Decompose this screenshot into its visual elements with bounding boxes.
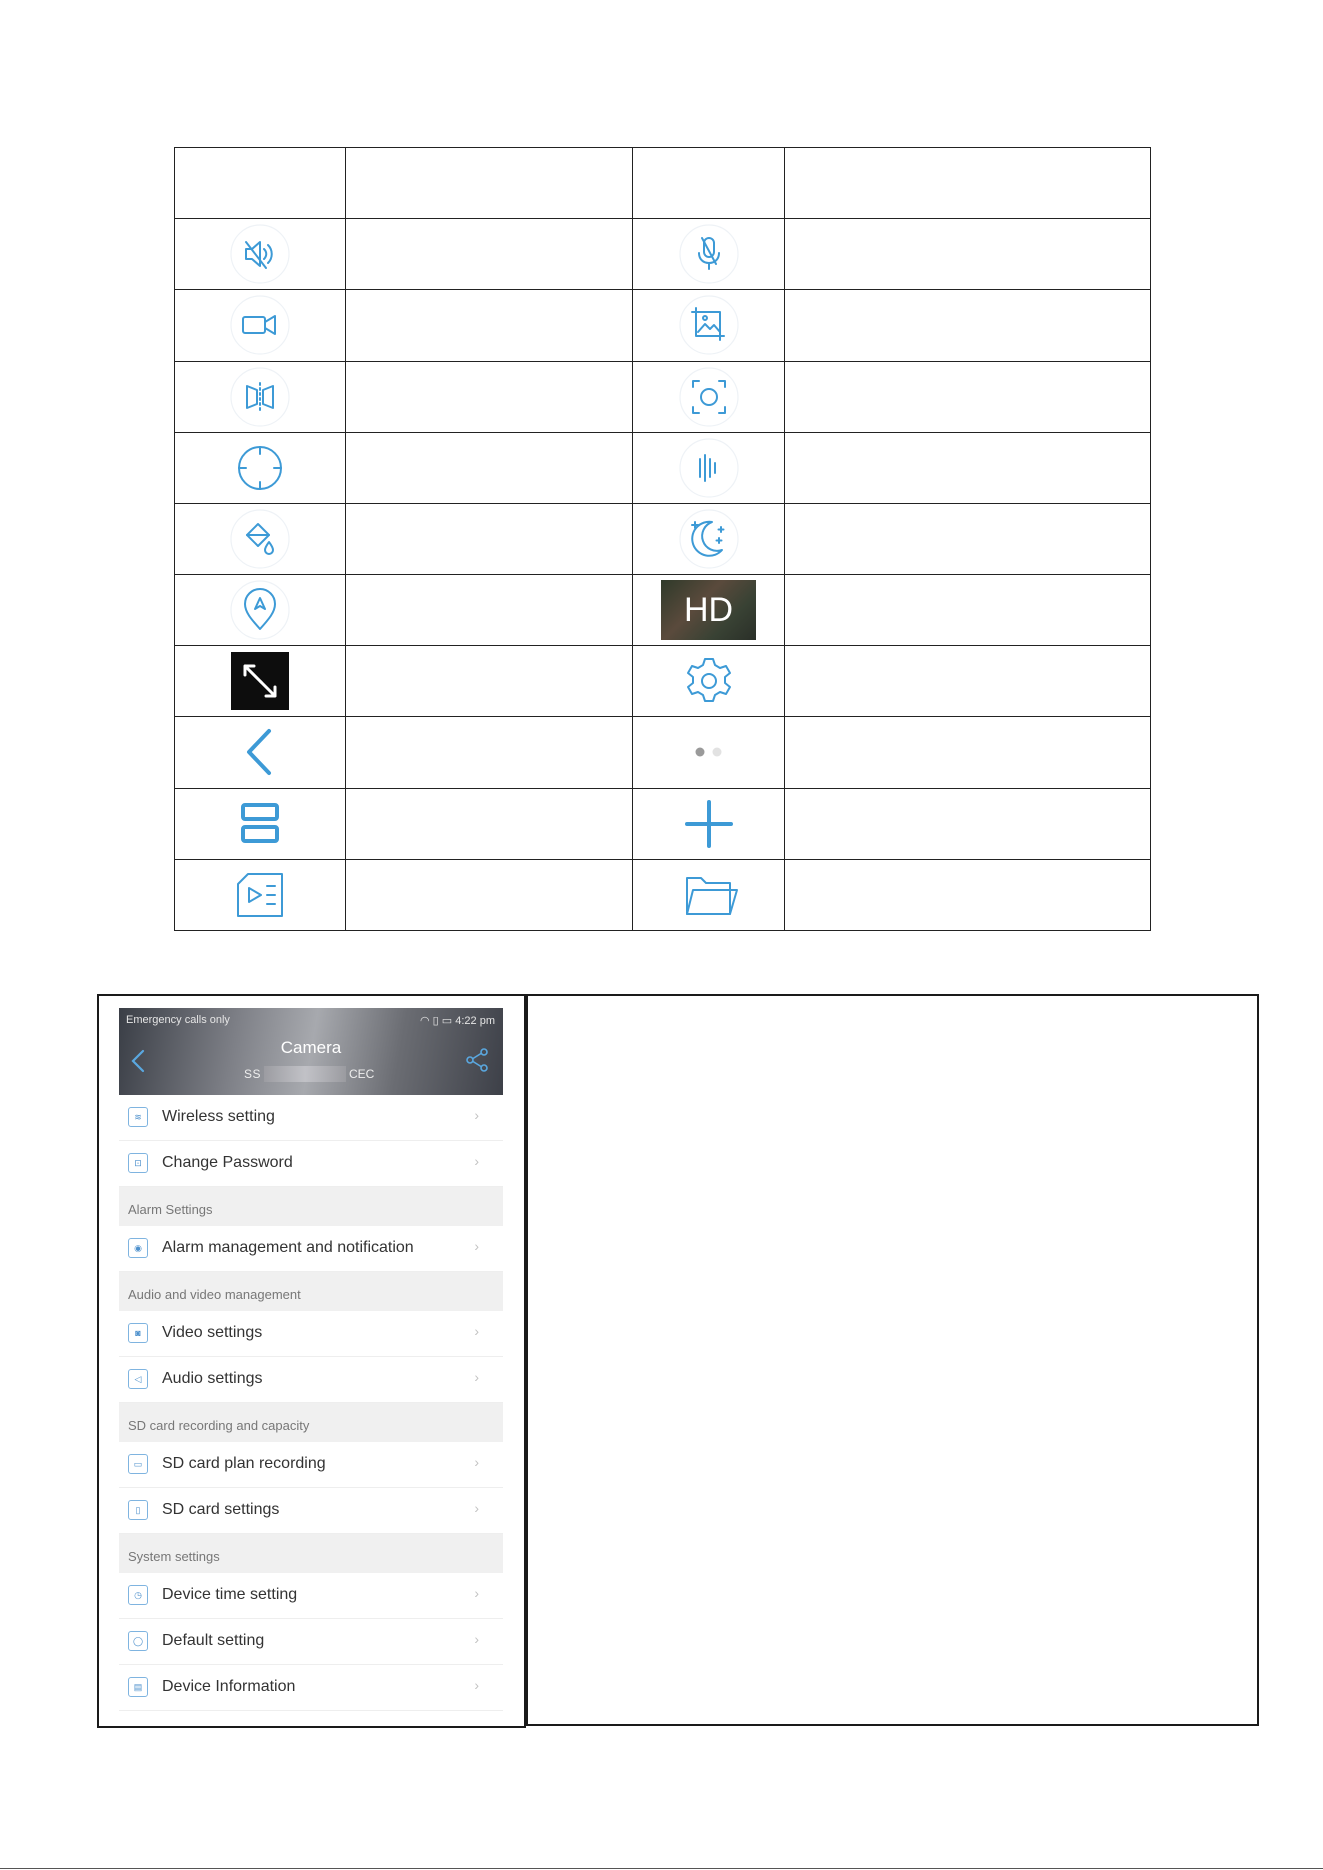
chevron-right-icon: › [474, 1107, 479, 1123]
back-chevron-icon [229, 721, 291, 783]
reset-icon [128, 1631, 148, 1651]
icon-cell [633, 717, 785, 788]
description-cell [346, 859, 633, 930]
phone-screenshot-frame [97, 994, 526, 1728]
clock-text: 4:22 pm [455, 1015, 495, 1027]
playback-file-icon [229, 864, 291, 926]
color-fill-icon [229, 508, 291, 570]
focus-frame-icon [678, 366, 740, 428]
icon-glyph: ▯ [135, 1504, 141, 1515]
split-view-icon [229, 793, 291, 855]
icon-glyph: ≋ [134, 1111, 142, 1122]
section-title: SD card recording and capacity [128, 1418, 310, 1433]
status-time [420, 1014, 495, 1027]
header-cell [175, 148, 346, 219]
icon-cell [175, 859, 346, 930]
phone-screen [119, 1008, 503, 1716]
table-header-row [175, 148, 1151, 219]
section-title: Alarm Settings [128, 1202, 213, 1217]
icon-cell [175, 361, 346, 432]
page-bottom-rule [0, 1868, 1323, 1869]
lock-icon [128, 1153, 148, 1173]
description-cell [346, 219, 633, 290]
table-row [175, 575, 1151, 646]
header-cell [633, 148, 785, 219]
table-row [175, 717, 1151, 788]
icon-cell [633, 859, 785, 930]
settings-gear-icon [678, 650, 740, 712]
info-icon [128, 1677, 148, 1697]
chevron-right-icon: › [474, 1500, 479, 1516]
chevron-right-icon: › [474, 1369, 479, 1385]
menu-item-label: Audio settings [162, 1370, 263, 1387]
icon-cell [633, 788, 785, 859]
chevron-right-icon: › [474, 1677, 479, 1693]
microphone-icon [678, 223, 740, 285]
icon-cell [175, 646, 346, 717]
status-carrier-text: Emergency calls only [126, 1014, 230, 1026]
device-id-start: SS [244, 1067, 262, 1081]
icon-cell [175, 219, 346, 290]
menu-item[interactable] [119, 1488, 503, 1534]
settings-menu-list [119, 1095, 503, 1711]
section-title: Audio and video management [128, 1287, 301, 1302]
icon-cell [633, 290, 785, 361]
wifi-icon [128, 1107, 148, 1127]
webcam-icon [128, 1323, 148, 1343]
device-id-end: CEC [349, 1067, 375, 1081]
table-row [175, 290, 1151, 361]
add-plus-icon [678, 793, 740, 855]
header-cell [346, 148, 633, 219]
speaker-icon [128, 1369, 148, 1389]
section-header [119, 1272, 503, 1311]
description-cell [785, 432, 1151, 503]
battery-icon: ▭ [441, 1015, 453, 1027]
wifi-status-icon: ◠ [419, 1015, 430, 1027]
snapshot-image-icon [678, 294, 740, 356]
menu-item[interactable] [119, 1226, 503, 1272]
menu-item-label: Device time setting [162, 1586, 298, 1603]
table-row [175, 219, 1151, 290]
table-row [175, 361, 1151, 432]
description-cell [346, 432, 633, 503]
menu-item-label: SD card settings [162, 1501, 280, 1518]
menu-item-label: SD card plan recording [162, 1455, 326, 1472]
icon-cell [633, 432, 785, 503]
menu-item[interactable] [119, 1619, 503, 1665]
description-cell [785, 575, 1151, 646]
chevron-right-icon: › [474, 1454, 479, 1470]
table-row [175, 788, 1151, 859]
icon-cell [175, 432, 346, 503]
icon-glyph: ▭ [133, 1458, 143, 1469]
menu-item[interactable] [119, 1357, 503, 1403]
menu-item-label: Video settings [162, 1324, 263, 1341]
mute-speaker-icon [229, 223, 291, 285]
description-cell [785, 361, 1151, 432]
description-panel [526, 994, 1259, 1726]
video-record-icon [229, 294, 291, 356]
sound-wave-icon [678, 437, 740, 499]
navigation-pin-icon [229, 579, 291, 641]
menu-item[interactable] [119, 1665, 503, 1711]
description-cell [346, 290, 633, 361]
menu-item[interactable] [119, 1141, 503, 1187]
page-title: Camera [280, 1038, 342, 1057]
description-cell [346, 646, 633, 717]
menu-item-label: Default setting [162, 1632, 265, 1649]
icon-cell [633, 575, 785, 646]
icon-cell [633, 361, 785, 432]
description-cell [785, 717, 1151, 788]
icon-cell [633, 503, 785, 574]
table-row [175, 646, 1151, 717]
chevron-right-icon: › [474, 1631, 479, 1647]
icon-glyph: ▤ [133, 1681, 143, 1692]
description-cell [346, 717, 633, 788]
section-header [119, 1534, 503, 1573]
menu-item-label: Change Password [162, 1154, 293, 1171]
description-cell [785, 646, 1151, 717]
alarm-icon [128, 1238, 148, 1258]
section-title: System settings [128, 1549, 220, 1564]
description-cell [346, 361, 633, 432]
icon-cell [175, 290, 346, 361]
header-cell [785, 148, 1151, 219]
clock-icon [128, 1585, 148, 1605]
description-cell [785, 859, 1151, 930]
icon-glyph: ◁ [134, 1373, 142, 1384]
menu-item-label: Wireless setting [162, 1108, 275, 1125]
chevron-right-icon: › [474, 1238, 479, 1254]
fullscreen-icon [231, 652, 289, 710]
app-header [119, 1008, 503, 1095]
sim-status-icon: ▯ [432, 1015, 439, 1027]
mirror-flip-icon [229, 366, 291, 428]
description-cell [785, 219, 1151, 290]
icon-legend-table [174, 147, 1151, 931]
description-cell [785, 788, 1151, 859]
table-row [175, 503, 1151, 574]
icon-glyph: ◯ [132, 1635, 144, 1646]
crosshair-target-icon [229, 437, 291, 499]
table-row [175, 859, 1151, 930]
hd-label: HD [683, 590, 734, 629]
chevron-right-icon: › [474, 1153, 479, 1169]
share-icon[interactable] [465, 1047, 489, 1073]
section-header [119, 1187, 503, 1226]
menu-item-label: Device Information [162, 1678, 296, 1695]
description-cell [785, 503, 1151, 574]
description-cell [785, 290, 1151, 361]
table-row [175, 432, 1151, 503]
page-dots-icon [678, 721, 740, 783]
description-cell [346, 575, 633, 646]
icon-cell [175, 503, 346, 574]
icon-cell [175, 788, 346, 859]
menu-item[interactable] [119, 1573, 503, 1619]
hd-quality-icon [661, 580, 756, 640]
menu-item[interactable] [119, 1311, 503, 1357]
redaction-blur [264, 1066, 346, 1082]
icon-glyph: ◷ [134, 1589, 142, 1600]
record-icon [128, 1454, 148, 1474]
night-mode-icon [678, 508, 740, 570]
sd-card-icon [128, 1500, 148, 1520]
icon-glyph: ◙ [135, 1327, 141, 1338]
description-cell [346, 503, 633, 574]
section-header [119, 1403, 503, 1442]
chevron-right-icon: › [474, 1323, 479, 1339]
icon-cell [633, 219, 785, 290]
chevron-right-icon: › [474, 1585, 479, 1601]
description-cell [346, 788, 633, 859]
icon-cell [633, 646, 785, 717]
icon-cell [175, 575, 346, 646]
folder-icon [678, 864, 740, 926]
menu-item[interactable] [119, 1095, 503, 1141]
icon-glyph: ⊡ [134, 1157, 142, 1168]
icon-cell [175, 717, 346, 788]
menu-item[interactable] [119, 1442, 503, 1488]
menu-item-label: Alarm management and notification [162, 1239, 414, 1256]
icon-glyph: ◉ [134, 1242, 142, 1253]
